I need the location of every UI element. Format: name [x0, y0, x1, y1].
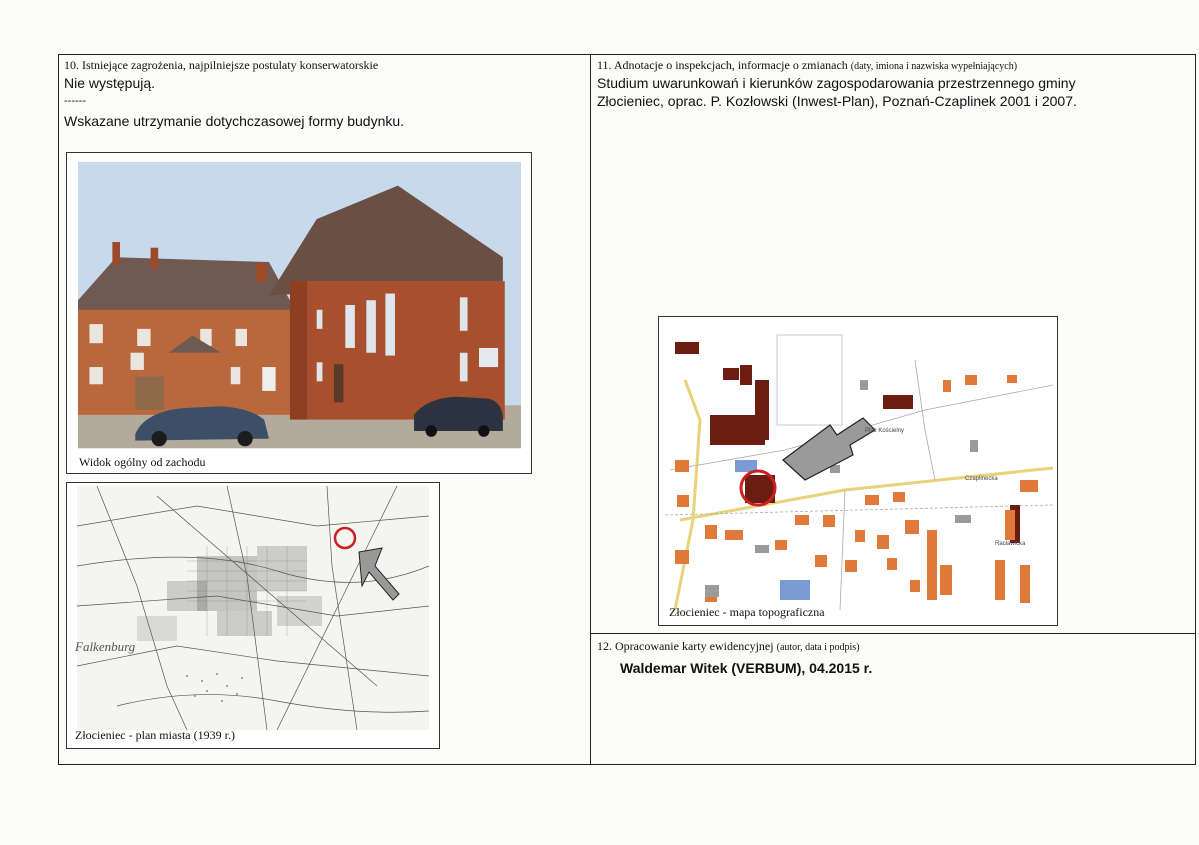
section11-heading — [597, 58, 1017, 73]
city-plan-map — [77, 486, 429, 730]
section12-heading-main: 12. Opracowanie karty ewidencyjnej — [597, 639, 774, 653]
section10-line2: Wskazane utrzymanie dotychczasowej formy budynku. — [64, 113, 405, 129]
section11-line2: Złocieniec, oprac. P. Kozłowski (Inwest-Plan), Poznań-Czaplinek 2001 i 2007. — [597, 93, 1077, 109]
section-divider — [590, 633, 1196, 634]
section10-line1: Nie występują. — [64, 75, 156, 91]
photo-frame — [66, 152, 532, 474]
section11-heading-note: (daty, imiona i nazwiska wypełniających) — [850, 61, 1018, 72]
section10-separator: ------ — [64, 95, 86, 107]
topo-map-frame — [658, 316, 1058, 626]
section11-line1: Studium uwarunkowań i kierunków zagospodarowania przestrzennego gminy — [597, 75, 1076, 91]
column-divider — [590, 54, 591, 765]
section11-heading-main: 11. Adnotacje o inspekcjach, informacje o zmianach — [597, 58, 848, 72]
topo-street-label-0: Plac Kościelny — [865, 428, 905, 434]
building-photo — [78, 158, 521, 452]
topo-map-caption: Złocieniec - mapa topograficzna — [669, 605, 825, 619]
section12-heading-note: (autor, data i podpis) — [776, 642, 860, 653]
section12-heading — [597, 639, 860, 654]
city-plan-label: Falkenburg — [75, 639, 136, 654]
author-line: Waldemar Witek (VERBUM), 04.2015 r. — [620, 660, 873, 676]
topo-street-label-1: Czaplinecka — [965, 476, 998, 482]
topo-map — [665, 320, 1053, 610]
section10-heading: 10. Istniejące zagrożenia, najpilniejsze postulaty konserwatorskie — [64, 58, 379, 72]
city-plan-frame — [66, 482, 440, 749]
photo-caption: Widok ogólny od zachodu — [79, 455, 206, 469]
topo-street-label-2: Racławicka — [995, 541, 1026, 547]
city-plan-caption: Złocieniec - plan miasta (1939 r.) — [75, 728, 235, 742]
